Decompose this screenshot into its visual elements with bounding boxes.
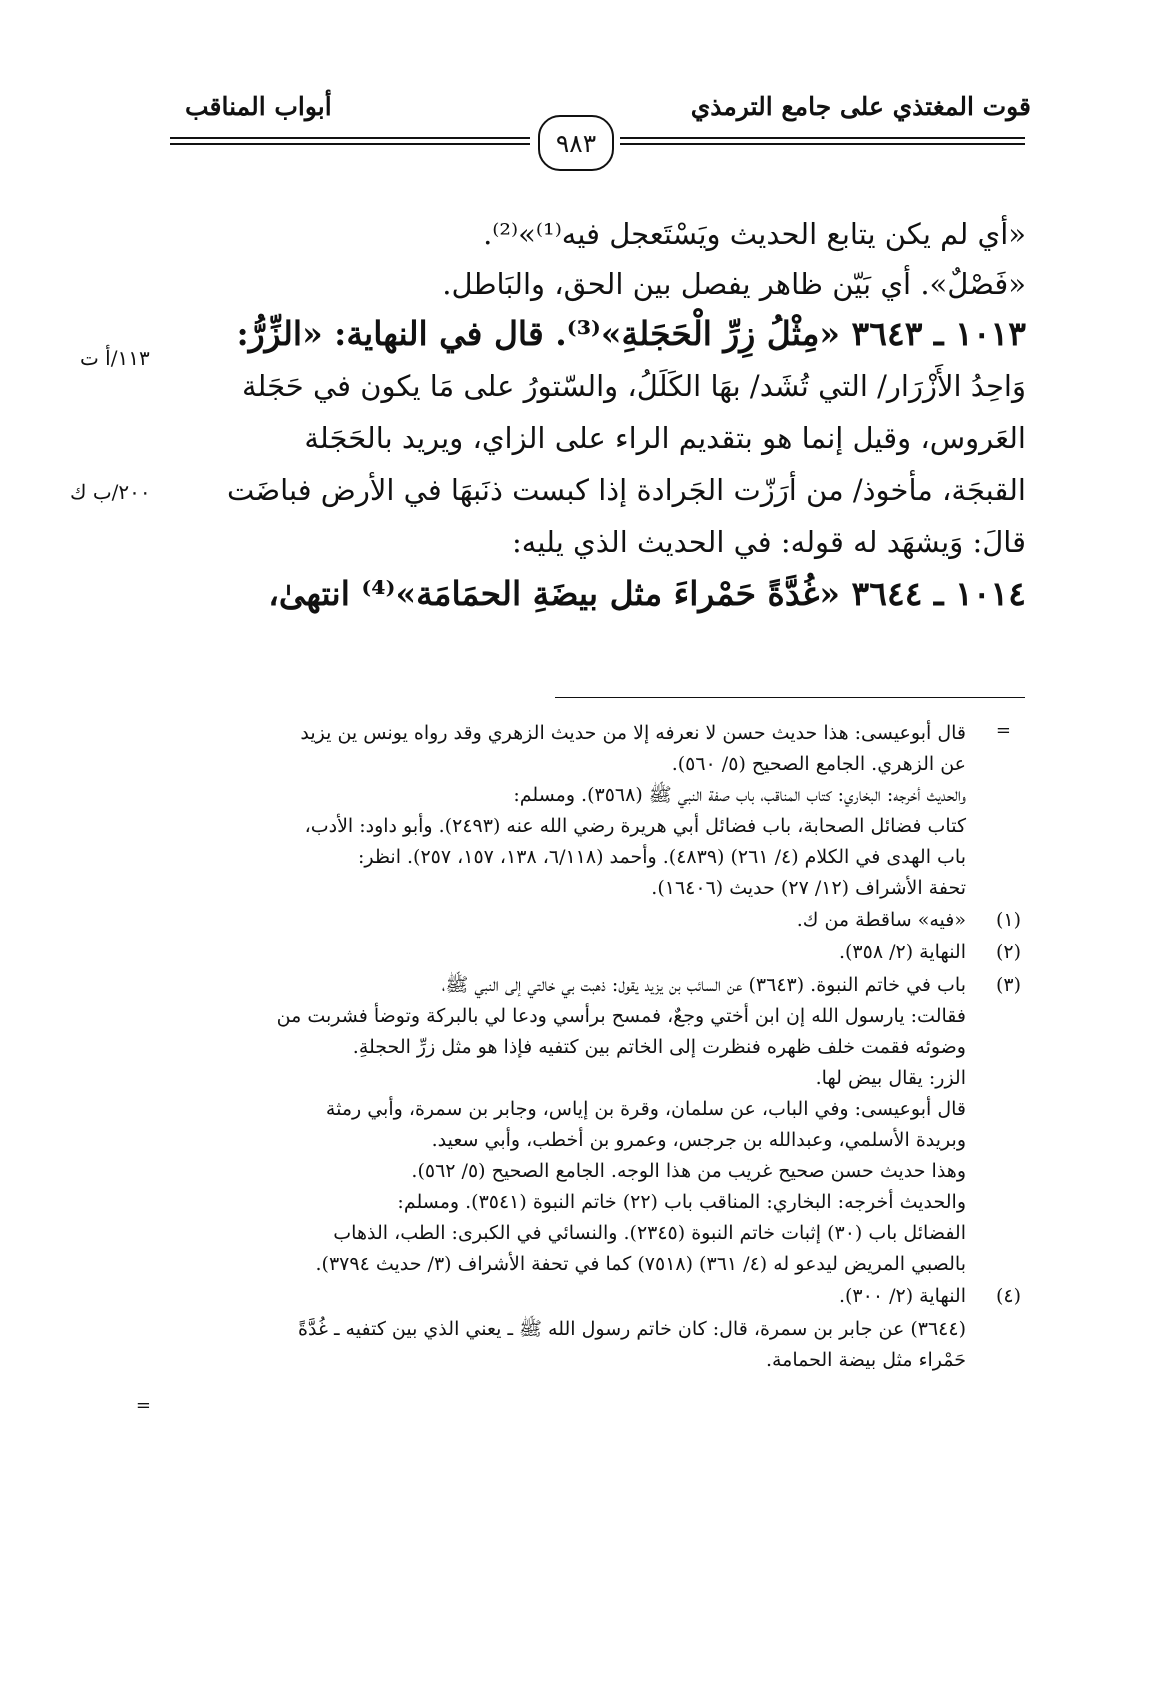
main-line-1: «أي لم يكن يتابع الحديث ويَسْتَعجل فيه⁽¹⁾»⁽²⁾. — [483, 217, 1026, 251]
footnote-4-line-3: حَمْراء مثل بيضة الحمامة. — [765, 1349, 966, 1371]
footnote-3-line-2: فقالت: يارسول الله إن ابن أختي وجعٌ، فمسح برأسي ودعا لي بالبركة وتوضأ فشربت من — [276, 1005, 966, 1027]
header-rule-left-top — [170, 137, 530, 139]
main-line-5: العَروس، وقيل إنما هو بتقديم الراء على الزاي، ويريد بالحَجَلة — [304, 421, 1026, 455]
footnote-cont-line-5: باب الهدى في الكلام (٤/ ٢٦١) (٤٨٣٩). وأحمد (٦/١١٨، ١٣٨، ١٥٧، ٢٥٧). انظر: — [357, 846, 966, 868]
main-line-6: القبجَة، مأخوذ/ من أرَزّت الجَرادة إذا كبست ذنَبهَا في الأرض فباضَت — [227, 473, 1026, 507]
page-number: ٩٨٣ — [538, 115, 614, 171]
main-line-4: وَاحِدُ الأَزْرَار/ التي تُشَد/ بهَا الكَلَلُ، والسّتورُ على مَا يكون في حَجَلة — [241, 369, 1026, 403]
footnote-3-line-8: والحديث أخرجه: البخاري: المناقب باب (٢٢) خاتم النبوة (٣٥٤١). ومسلم: — [397, 1191, 966, 1213]
footnote-3-line-4: الزر: يقال بيض لها. — [815, 1067, 966, 1089]
footnote-3-line-6: وبريدة الأسلمي، وعبدالله بن جرجس، وعمرو بن أخطب، وأبي سعيد. — [431, 1129, 966, 1151]
header-rule-right-bottom — [620, 143, 1025, 145]
footnote-4-line-2: (٣٦٤٤) عن جابر بن سمرة، قال: كان خاتم رسول الله ﷺ ـ يعني الذي بين كتفيه ـ غُدَّةً — [298, 1318, 966, 1340]
footnote-3-line-7: وهذا حديث حسن صحيح غريب من هذا الوجه. الجامع الصحيح (٥/ ٥٦٢). — [411, 1160, 966, 1182]
header-rule-left-bottom — [170, 143, 530, 145]
main-line-8: ١٠١٤ ـ ٣٦٤٤ «غُدَّةً حَمْراءَ مثل بيضَةِ الحمَامَة»⁽⁴⁾ انتهىٰ، — [268, 574, 1026, 613]
main-line-3: ١٠١٣ ـ ٣٦٤٣ «مِثْلُ زِرِّ الْحَجَلةِ»⁽³⁾. قال في النهاية: «الزِّرُّ: — [236, 314, 1026, 353]
continuation-mark: = — [995, 720, 1011, 741]
margin-note-2: ٢٠٠/ب ك — [70, 480, 151, 504]
footnote-cont-line-3: والحديث أخرجه: البخاري: كتاب المناقب، باب صفة النبي ﷺ (٣٥٦٨). ومسلم: — [513, 784, 966, 806]
footnote-3-line-9: الفضائل باب (٣٠) إثبات خاتم النبوة (٢٣٤٥). والنسائي في الكبرى: الطب، الذهاب — [333, 1222, 966, 1244]
footnote-2-number: (٢) — [995, 941, 1021, 963]
running-title: قوت المغتذي على جامع الترمذي — [690, 92, 1031, 121]
main-line-2: «فَصْلٌ». أي بَيّن ظاهر يفصل بين الحق، والبَاطل. — [442, 267, 1026, 301]
footnote-separator — [555, 697, 1025, 698]
footnote-cont-line-1: قال أبوعيسى: هذا حديث حسن لا نعرفه إلا من حديث الزهري وقد رواه يونس ين يزيد — [300, 722, 966, 744]
footnote-2: النهاية (٢/ ٣٥٨). — [838, 941, 966, 963]
end-mark: = — [135, 1395, 151, 1416]
main-line-7: قالَ: وَيشهَد له قوله: في الحديث الذي يليه: — [512, 525, 1026, 559]
header-rule-right-top — [620, 137, 1025, 139]
footnote-3-line-5: قال أبوعيسى: وفي الباب، عن سلمان، وقرة بن إياس، وجابر بن سمرة، وأبي رمثة — [325, 1098, 966, 1120]
margin-note-1: ١١٣/أ ت — [80, 346, 150, 370]
footnote-3-number: (٣) — [995, 974, 1021, 996]
footnote-cont-line-2: عن الزهري. الجامع الصحيح (٥/ ٥٦٠). — [671, 753, 966, 775]
footnote-4: النهاية (٢/ ٣٠٠). — [838, 1285, 966, 1307]
footnote-3-line-1: باب في خاتم النبوة. (٣٦٤٣) عن السائب بن يزيد يقول: ذهبت بي خالتي إلى النبي ﷺ، — [441, 974, 966, 996]
footnote-cont-line-4: كتاب فضائل الصحابة، باب فضائل أبي هريرة رضي الله عنه (٢٤٩٣). وأبو داود: الأدب، — [304, 815, 966, 837]
footnote-1: «فيه» ساقطة من ك. — [796, 909, 966, 931]
footnote-3-line-10: بالصبي المريض ليدعو له (٤/ ٣٦١) (٧٥١٨) كما في تحفة الأشراف (٣/ حديث ٣٧٩٤). — [315, 1253, 966, 1275]
footnote-3-line-3: وضوئه فقمت خلف ظهره فنظرت إلى الخاتم بين كتفيه فإذا هو مثل زرِّ الحجلةِ. — [352, 1036, 966, 1058]
footnote-1-number: (١) — [995, 909, 1021, 931]
footnote-4-number: (٤) — [995, 1285, 1021, 1307]
chapter-title: أبواب المناقب — [185, 92, 332, 121]
footnote-cont-line-6: تحفة الأشراف (١٢/ ٢٧) حديث (١٦٤٠٦). — [651, 877, 966, 899]
